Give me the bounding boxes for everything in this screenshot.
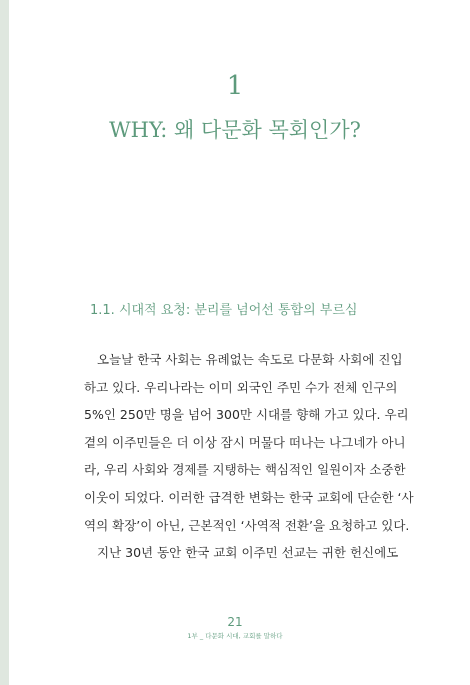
body-line: 역의 확장’이 아닌, 근본적인 ‘사역적 전환’을 요청하고 있다. — [84, 517, 410, 533]
body-line: 하고 있다. 우리나라는 이미 외국인 주민 수가 전체 인구의 — [84, 379, 398, 395]
running-footer-title: 1부 _ 다문화 시대, 교회를 말하다 — [187, 632, 283, 640]
body-line: 5%인 250만 명을 넘어 300만 시대를 향해 가고 있다. 우리 — [84, 407, 409, 423]
body-line: 곁의 이주민들은 더 이상 잠시 머물다 떠나는 나그네가 아니 — [84, 434, 406, 450]
chapter-number: 1 — [226, 71, 244, 101]
body-line: 오늘날 한국 사회는 유례없는 속도로 다문화 사회에 진입 — [97, 352, 403, 367]
page-number: 21 — [227, 615, 243, 629]
body-paragraphs — [84, 346, 414, 567]
page-edge-strip — [0, 0, 9, 685]
section-heading: 1.1. 시대적 요청: 분리를 넘어선 통합의 부르심 — [90, 303, 358, 318]
body-line: 라, 우리 사회와 경제를 지탱하는 핵심적인 일원이자 소중한 — [84, 462, 406, 478]
body-line: 지난 30년 동안 한국 교회 이주민 선교는 귀한 헌신에도 — [97, 545, 399, 561]
body-line: 이웃이 되었다. 이러한 급격한 변화는 한국 교회에 단순한 ‘사 — [84, 489, 414, 505]
chapter-title: WHY: 왜 다문화 목회인가? — [109, 118, 361, 142]
